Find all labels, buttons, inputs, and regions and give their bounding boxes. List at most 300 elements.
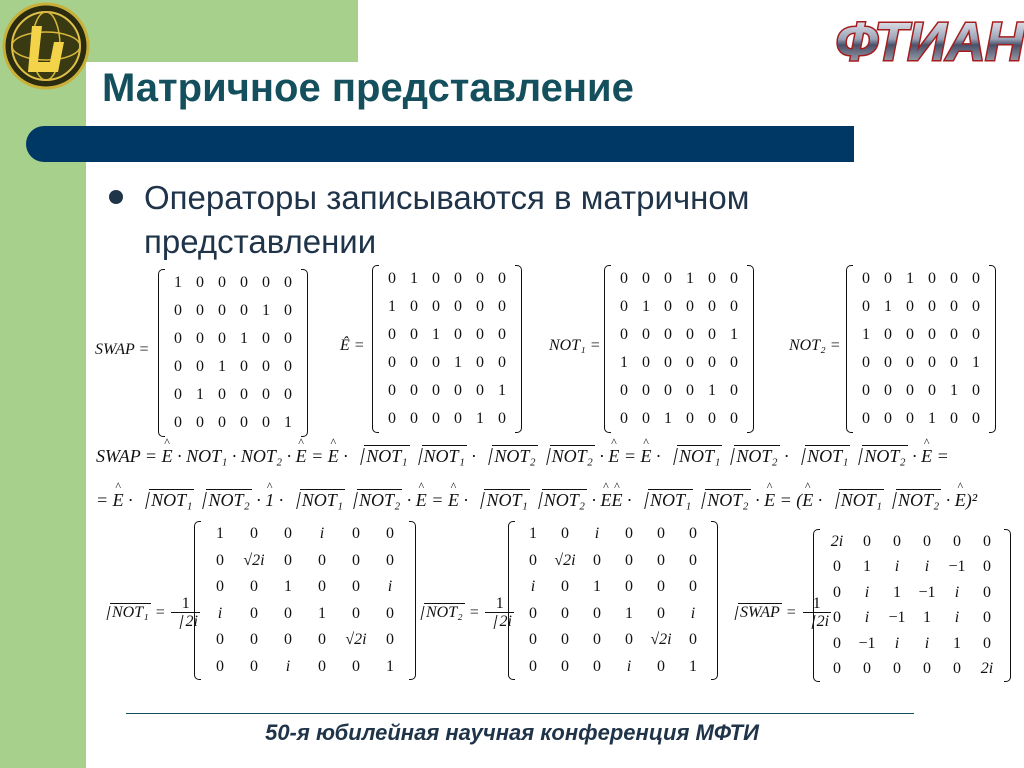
sqrt-operand: NOT₁: [112, 604, 149, 622]
hat-operator: E ^: [601, 490, 612, 511]
matrix-cell: 0: [657, 578, 665, 596]
matrix-cell: 0: [498, 270, 506, 287]
matrix-cell: 0: [863, 660, 871, 678]
matrix-cell: 0: [862, 354, 870, 371]
matrix-table: [381, 265, 513, 433]
matrix-cell: 0: [318, 631, 326, 649]
matrix-cell: i: [217, 604, 223, 622]
matrix-cell: 0: [928, 354, 936, 371]
matrix-cell: 1: [454, 354, 462, 371]
matrix-cell: 0: [388, 270, 396, 287]
matrix-cell: 0: [906, 382, 914, 399]
matrix-cell: 0: [498, 410, 506, 427]
equation-line: [96, 446, 949, 467]
sqrt-symbol: [414, 604, 465, 622]
matrix-cell: 0: [730, 270, 738, 287]
hat-operator: E ^: [328, 446, 339, 467]
matrix-cell: 0: [196, 302, 204, 319]
sqrt-symbol: [347, 490, 402, 511]
equation-text: ·: [338, 446, 353, 466]
equation-text: = (: [775, 490, 803, 510]
matrix-table: [203, 521, 407, 680]
matrix-cell: 0: [284, 386, 292, 403]
fraction-numerator: 1: [485, 596, 513, 613]
sqrt-symbol: [724, 446, 779, 467]
matrix-cell: 1: [318, 604, 326, 622]
matrix-bracket-right: [515, 265, 522, 433]
matrix-table: [613, 265, 745, 433]
matrix-cell: 0: [352, 525, 360, 543]
matrix-cell: 1: [893, 583, 901, 601]
equation-text: )²: [965, 490, 978, 510]
matrix-bracket-left: [604, 265, 611, 433]
matrix-cell: 2i: [980, 660, 994, 678]
matrix-cell: 0: [174, 330, 182, 347]
matrix-cell: 0: [833, 634, 841, 652]
matrix-cell: i: [894, 634, 900, 652]
matrix-cell: 0: [174, 386, 182, 403]
university-emblem-logo: [2, 2, 92, 92]
sqrt-operand: NOT₂: [864, 446, 906, 466]
matrix-cell: i: [530, 578, 536, 596]
matrix-cell: i: [864, 583, 870, 601]
matrix-cell: 0: [386, 525, 394, 543]
matrix-cell: i: [924, 558, 930, 576]
matrix-cell: 0: [950, 354, 958, 371]
matrix-cell: 0: [906, 326, 914, 343]
footer-divider: [126, 713, 914, 714]
matrix-cell: 0: [284, 525, 292, 543]
equation-text: ·: [594, 446, 609, 466]
matrix-cell: 0: [284, 330, 292, 347]
matrix-cell: 0: [893, 532, 901, 550]
matrix-cell: 0: [593, 657, 601, 675]
equation-text: =: [619, 446, 641, 466]
matrix-cell: 1: [923, 609, 931, 627]
matrix-cell: 0: [561, 525, 569, 543]
sqrt-symbol: [852, 446, 907, 467]
sqrt-symbol: [290, 490, 345, 511]
matrix-cell: 1: [884, 298, 892, 315]
matrix-cell: 0: [893, 660, 901, 678]
sqrt-operand: NOT₂: [426, 604, 463, 622]
matrix-cell: 0: [972, 382, 980, 399]
matrix-cell: 1: [174, 274, 182, 291]
hat-operator: E ^: [608, 446, 619, 467]
matrix-cell: 0: [708, 298, 716, 315]
sqrt-operand: NOT₂: [543, 490, 585, 510]
fraction-numerator: 1: [171, 596, 199, 613]
matrix-cell: 0: [730, 410, 738, 427]
matrix-cell: 0: [476, 354, 484, 371]
matrix-cell: √2i: [345, 631, 367, 649]
matrix-cell: 0: [642, 326, 650, 343]
matrix-cell: 1: [529, 525, 537, 543]
sqrt-operand: NOT₁: [679, 446, 721, 466]
matrix-cell: 0: [240, 274, 248, 291]
matrix-cell: 0: [972, 270, 980, 287]
matrix-cell: 0: [240, 302, 248, 319]
equation-line: [96, 490, 977, 511]
matrix-table: [517, 521, 709, 680]
matrix-cell: 0: [410, 298, 418, 315]
sqrt-symbol: [886, 490, 941, 511]
matrix-cell: 0: [498, 354, 506, 371]
matrix-bracket-left: [372, 265, 379, 433]
matrix-cell: 0: [833, 583, 841, 601]
matrix-cell: 0: [642, 354, 650, 371]
matrix-cell: 0: [318, 578, 326, 596]
sqrt-symbol: [482, 446, 537, 467]
matrix-cell: 0: [863, 532, 871, 550]
matrix-cell: 0: [923, 532, 931, 550]
matrix-cell: 0: [884, 270, 892, 287]
matrix-cell: i: [626, 657, 632, 675]
matrix-cell: 0: [884, 326, 892, 343]
matrix-cell: 0: [386, 604, 394, 622]
matrix-cell: 0: [284, 631, 292, 649]
svg-text:ФТИАН: ФТИАН: [835, 12, 1024, 72]
matrix-label: Ê =: [340, 337, 365, 354]
matrix-cell: 1: [730, 326, 738, 343]
green-side-band: [0, 0, 86, 768]
sqrt-symbol: [638, 490, 693, 511]
matrix-cell: 0: [620, 410, 628, 427]
matrix-cell: 1: [386, 657, 394, 675]
matrix-cell: 0: [689, 631, 697, 649]
matrix-cell: 0: [262, 274, 270, 291]
matrix-cell: 0: [983, 634, 991, 652]
matrix-cell: 0: [664, 326, 672, 343]
matrix: [158, 269, 308, 437]
matrix-cell: 0: [218, 302, 226, 319]
matrix-cell: 0: [906, 298, 914, 315]
matrix-cell: 0: [664, 354, 672, 371]
matrix-cell: 0: [262, 414, 270, 431]
matrix-cell: 0: [284, 302, 292, 319]
matrix-cell: 0: [884, 354, 892, 371]
matrix-cell: 0: [498, 298, 506, 315]
matrix-cell: 0: [432, 298, 440, 315]
matrix-cell: 1: [863, 558, 871, 576]
hat-operator: E ^: [921, 446, 932, 467]
matrix-cell: 0: [218, 274, 226, 291]
matrix-cell: 1: [284, 414, 292, 431]
matrix-cell: 0: [432, 382, 440, 399]
matrix-cell: 0: [664, 298, 672, 315]
sqrt-symbol: [412, 446, 467, 467]
matrix-cell: 0: [454, 382, 462, 399]
matrix-cell: 0: [906, 354, 914, 371]
matrix-cell: √2i: [650, 631, 672, 649]
matrix-cell: 1: [906, 270, 914, 287]
bullet-text: Операторы записываются в матричном представлении: [144, 179, 750, 260]
matrix-cell: 0: [642, 410, 650, 427]
matrix-cell: 0: [689, 551, 697, 569]
sqrt-operand: NOT₁: [366, 446, 408, 466]
matrix-cell: 0: [833, 660, 841, 678]
matrix-cell: 0: [262, 330, 270, 347]
matrix-cell: 0: [240, 414, 248, 431]
equation-text: · NOT₁ · NOT₂ ·: [172, 446, 296, 466]
matrix-cell: 1: [388, 298, 396, 315]
matrix-cell: 0: [250, 631, 258, 649]
sqrt-symbol: [474, 490, 529, 511]
matrix-cell: 0: [498, 326, 506, 343]
matrix-cell: 0: [388, 382, 396, 399]
matrix-cell: 0: [983, 532, 991, 550]
matrix-cell: 0: [476, 382, 484, 399]
hat-operator: E ^: [641, 446, 652, 467]
sqrt-operand: NOT₂: [707, 490, 749, 510]
matrix-cell: 0: [862, 298, 870, 315]
matrix-cell: i: [285, 657, 291, 675]
matrix-label: SWAP =: [95, 341, 150, 358]
matrix-cell: 0: [218, 386, 226, 403]
matrix-cell: −1: [888, 609, 906, 627]
ftian-logo: [835, 6, 1024, 76]
matrix: [372, 265, 522, 433]
matrix-table: [855, 265, 987, 433]
equals-sign: =: [464, 604, 484, 622]
matrix-cell: √2i: [554, 551, 576, 569]
sqrt-operand: NOT₂: [736, 446, 778, 466]
matrix-cell: 0: [410, 354, 418, 371]
equation-text: =: [932, 446, 949, 466]
sqrt-operand: NOT₂: [551, 446, 593, 466]
matrix-cell: 1: [642, 298, 650, 315]
matrix-cell: 0: [432, 270, 440, 287]
sqrt-operand: NOT₂: [494, 446, 536, 466]
sqrt-operand: NOT₂: [897, 490, 940, 510]
fraction-denominator-value: 2i: [816, 613, 830, 630]
matrix-cell: 0: [689, 525, 697, 543]
matrix-cell: 0: [862, 382, 870, 399]
matrix-cell: 0: [620, 270, 628, 287]
matrix-cell: √2i: [243, 551, 265, 569]
matrix-cell: 0: [950, 410, 958, 427]
matrix-cell: 0: [983, 609, 991, 627]
matrix-cell: 0: [928, 298, 936, 315]
matrix-cell: 0: [216, 551, 224, 569]
matrix: [194, 521, 416, 680]
matrix-cell: −1: [918, 583, 936, 601]
matrix-cell: 0: [972, 298, 980, 315]
equation-text: =: [426, 490, 448, 510]
matrix-cell: 1: [625, 604, 633, 622]
equation-text: ·: [587, 490, 601, 510]
hat-operator: E ^: [612, 490, 623, 511]
matrix: [604, 265, 754, 433]
matrix-cell: 0: [250, 578, 258, 596]
matrix-cell: 0: [174, 302, 182, 319]
sqrt-operand: SWAP: [740, 604, 780, 622]
hat-operator: E ^: [802, 490, 813, 511]
matrix-cell: 0: [983, 558, 991, 576]
sqrt-operand: NOT₁: [650, 490, 692, 510]
matrix-cell: 0: [352, 578, 360, 596]
matrix-cell: 0: [352, 551, 360, 569]
equation-text: ·: [907, 446, 922, 466]
equation-text: ·: [251, 490, 266, 510]
sqrt-symbol: [532, 490, 587, 511]
matrix-cell: i: [924, 634, 930, 652]
matrix-cell: 0: [432, 410, 440, 427]
sqrt-symbol: [695, 490, 750, 511]
matrix-cell: 1: [593, 578, 601, 596]
matrix-cell: 0: [386, 631, 394, 649]
matrix-cell: 1: [862, 326, 870, 343]
matrix-cell: 0: [833, 609, 841, 627]
matrix-cell: 0: [196, 414, 204, 431]
matrix-cell: 0: [432, 354, 440, 371]
matrix-bracket-left: [158, 269, 165, 437]
matrix-cell: 0: [196, 274, 204, 291]
sqrt-symbol: [795, 446, 850, 467]
matrix-bracket-right: [989, 265, 996, 433]
matrix-bracket-left: [846, 265, 853, 433]
matrix-cell: 0: [561, 631, 569, 649]
equation-text: ·: [813, 490, 827, 510]
matrix-cell: i: [894, 558, 900, 576]
matrix-cell: 0: [250, 525, 258, 543]
equation-text: ·: [466, 446, 481, 466]
bullet-icon: [109, 190, 123, 204]
fraction-denominator-value: 2i: [185, 613, 198, 630]
matrix-cell: 0: [950, 270, 958, 287]
equals-sign: =: [150, 604, 170, 622]
matrix-cell: 0: [625, 551, 633, 569]
sqrt-matrix-label: [412, 596, 516, 631]
matrix-cell: 0: [388, 326, 396, 343]
matrix-cell: 0: [625, 631, 633, 649]
matrix-cell: −1: [858, 634, 876, 652]
footer-text: 50-я юбилейная научная конференция МФТИ: [265, 720, 759, 745]
sqrt-operand: NOT₁: [840, 490, 882, 510]
hat-operator: E ^: [296, 446, 307, 467]
matrix-cell: −1: [948, 558, 966, 576]
matrix-cell: i: [594, 525, 600, 543]
matrix-cell: 0: [862, 270, 870, 287]
matrix-cell: 0: [593, 551, 601, 569]
matrix-cell: 1: [950, 382, 958, 399]
matrix-cell: 0: [476, 270, 484, 287]
matrix-cell: 0: [708, 326, 716, 343]
matrix-cell: 1: [240, 330, 248, 347]
hat-operator: E ^: [162, 446, 173, 467]
matrix-cell: 0: [664, 382, 672, 399]
fraction-denominator-value: 2i: [499, 613, 512, 630]
matrix-cell: 0: [561, 657, 569, 675]
sqrt-matrix-label: [98, 596, 202, 631]
fraction-numerator: 1: [803, 596, 831, 613]
matrix-cell: 0: [388, 354, 396, 371]
sqrt-symbol: [728, 604, 782, 622]
hat-operator: E ^: [955, 490, 966, 511]
matrix-cell: 0: [620, 326, 628, 343]
hat-operator: E ^: [113, 490, 124, 511]
matrix-cell: 0: [388, 410, 396, 427]
matrix-cell: 0: [250, 657, 258, 675]
matrix-cell: 0: [950, 298, 958, 315]
matrix-cell: 0: [250, 604, 258, 622]
matrix-cell: 1: [498, 382, 506, 399]
matrix-cell: 0: [689, 578, 697, 596]
matrix-cell: 0: [454, 298, 462, 315]
equals-sign: =: [781, 604, 801, 622]
matrix-cell: 0: [657, 525, 665, 543]
matrix-cell: 0: [664, 270, 672, 287]
hat-operator: E ^: [448, 490, 459, 511]
equation-text: ·: [651, 446, 666, 466]
matrix: [508, 521, 718, 680]
matrix-cell: 0: [642, 270, 650, 287]
equation-text: ·: [779, 446, 794, 466]
matrix-cell: 0: [730, 298, 738, 315]
matrix-cell: 0: [529, 657, 537, 675]
matrix-cell: 1: [686, 270, 694, 287]
matrix: [813, 529, 1011, 682]
matrix-cell: 0: [454, 410, 462, 427]
matrix-cell: 0: [218, 414, 226, 431]
matrix-cell: 0: [284, 551, 292, 569]
matrix-cell: 0: [216, 578, 224, 596]
matrix-cell: 0: [953, 532, 961, 550]
matrix-cell: 0: [642, 382, 650, 399]
matrix-cell: 0: [196, 330, 204, 347]
matrix-cell: 0: [625, 525, 633, 543]
matrix-bracket-right: [1004, 529, 1011, 682]
equation-text: ·: [941, 490, 955, 510]
matrix-bracket-left: [813, 529, 820, 682]
matrix-cell: 0: [284, 358, 292, 375]
sqrt-symbol: [196, 490, 251, 511]
matrix-cell: 0: [240, 358, 248, 375]
matrix-cell: 0: [476, 298, 484, 315]
matrix-cell: 0: [318, 551, 326, 569]
matrix-cell: 0: [386, 551, 394, 569]
matrix-cell: 0: [318, 657, 326, 675]
sqrt-operand: NOT₁: [486, 490, 528, 510]
sqrt-operand: NOT₂: [208, 490, 250, 510]
matrix-cell: 1: [664, 410, 672, 427]
matrix-cell: 0: [593, 631, 601, 649]
matrix-cell: 0: [262, 386, 270, 403]
matrix-cell: 0: [625, 578, 633, 596]
matrix-cell: i: [319, 525, 325, 543]
matrix: [846, 265, 996, 433]
equation-text: ·: [274, 490, 288, 510]
sqrt-operand: NOT₂: [359, 490, 401, 510]
matrix-cell: 1: [262, 302, 270, 319]
matrix-cell: 0: [953, 660, 961, 678]
matrix-cell: 0: [593, 604, 601, 622]
matrix-cell: 2i: [830, 532, 844, 550]
equation-text: ·: [458, 490, 473, 510]
page-title: Матричное представление: [102, 66, 634, 110]
matrix-cell: 0: [620, 382, 628, 399]
matrix-cell: 0: [410, 382, 418, 399]
matrix-cell: 0: [983, 583, 991, 601]
sqrt-symbol: [540, 446, 595, 467]
matrix-cell: 0: [730, 382, 738, 399]
matrix-cell: 0: [561, 578, 569, 596]
matrix-cell: 1: [928, 410, 936, 427]
matrix-cell: 0: [240, 386, 248, 403]
hat-operator: E ^: [764, 490, 775, 511]
sqrt-symbol: [139, 490, 194, 511]
sqrt-operand: NOT₁: [807, 446, 849, 466]
